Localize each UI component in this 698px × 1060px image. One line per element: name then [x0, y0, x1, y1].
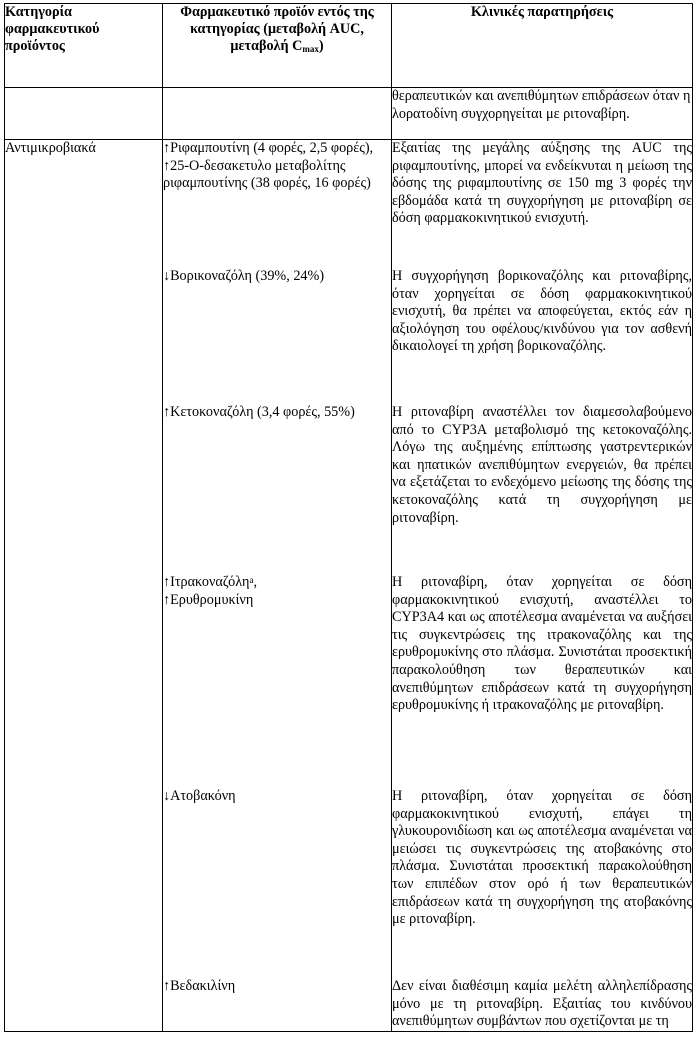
- header-drug-subscript: max: [302, 44, 319, 54]
- drug-item: [163, 978, 391, 996]
- clinical-note: Η συγχορήγηση βορικοναζόλης και ριτοναβίρης, όταν χορηγείται σε δόση φαρμακοκινητικού ενισχυτή, θα πρέπει να αποφεύγεται, εκτός εάν η αξιολόγηση του οφέλους/κινδύνου για τον ασθενή δικαιολογεί τη χρήση βορικοναζόλης.: [392, 268, 692, 355]
- continuation-note: θεραπευτικών και ανεπιθύμητων επιδράσεων όταν η λορατοδίνη συγχορηγείται με ριτοναβίρη.: [392, 88, 693, 140]
- header-row: [5, 4, 693, 88]
- drug-line: ↑Βεδακιλίνη: [163, 978, 236, 994]
- drug-column: [163, 140, 392, 1032]
- drug-line-tail: ,: [253, 574, 257, 590]
- header-notes: Κλινικές παρατηρήσεις: [392, 4, 693, 88]
- drug-item: [163, 140, 391, 268]
- clinical-note: Η ριτοναβίρη αναστέλλει τον διαμεσολαβούμενο από το CYP3A μεταβολισμό της κετοκοναζόλης. Λόγω της αυξημένης επίπτωσης γαστρεντερικών και ηπατικών ανεπιθύμητων ενεργειών, θα πρέπει να εξετάζεται το ενδεχόμενο μείωσης της δόσης της κετοκοναζόλης κατά τη συγχορήγηση με ριτοναβίρη.: [392, 404, 692, 526]
- drug-line: ↑25-Ο-δεσακετυλο μεταβολίτης ριφαμπουτίνης (38 φορές, 16 φορές): [163, 157, 371, 192]
- clinical-note: Η ριτοναβίρη, όταν χορηγείται σε δόση φαρμακοκινητικού ενισχυτή, αναστέλλει το CYP3A4 και ως αποτέλεσμα αναμένεται να αυξήσει τις συγκεντρώσεις της ιτρακοναζόλης και της ερυθρομυκίνης στο πλάσμα. Συνιστάται προσεκτική παρακολούθηση των θεραπευτικών και ανεπιθύμητων επιδράσεων κατά τη συγχορήγηση ερυθρομυκίνης ή ιτρακοναζόλης με ριτοναβίρη.: [392, 574, 692, 714]
- drug-item: [163, 574, 391, 788]
- drug-line: ↑Κετοκοναζόλη (3,4 φορές, 55%): [163, 404, 355, 420]
- drug-line: ↓Βορικοναζόλη (39%, 24%): [163, 268, 325, 284]
- header-drug-end: ): [318, 38, 324, 54]
- drug-line: ↑Ριφαμπουτίνη (4 φορές, 2,5 φορές),: [163, 140, 374, 156]
- drug-line-first: [163, 574, 391, 592]
- header-drug-text: Φαρμακευτικό προϊόν εντός της κατηγορίας (μεταβολή AUC, μεταβολή C: [180, 4, 374, 54]
- header-category: Κατηγορία φαρμακευτικού προϊόντος: [5, 4, 163, 88]
- header-drug: [163, 4, 392, 88]
- continuation-empty-1: [5, 88, 163, 140]
- clinical-note: Η ριτοναβίρη, όταν χορηγείται σε δόση φαρμακοκινητικού ενισχυτή, επάγει τη γλυκουρονιδίωση και ως αποτέλεσμα αναμένεται να μειώσει τις συγκεντρώσεις της ατοβακόνης στο πλάσμα. Συνιστάται προσεκτική παρακολούθηση των επιπέδων στον ορό ή των θεραπευτικών επιδράσεων κατά τη συγχορήγηση της ατοβακόνης με ριτοναβίρη.: [392, 788, 692, 928]
- footnote-marker: a: [249, 575, 254, 585]
- continuation-empty-2: [163, 88, 392, 140]
- continuation-row: [5, 88, 693, 140]
- interaction-table: [4, 3, 693, 1032]
- drug-item: [163, 404, 391, 574]
- drug-line: ↑Ιτρακοναζόλη: [163, 574, 250, 590]
- drug-item: [163, 788, 391, 978]
- category-cell: Αντιμικροβιακά: [5, 140, 163, 1032]
- antimicrobial-row: [5, 140, 693, 1032]
- drug-line: ↑Ερυθρομυκίνη: [163, 591, 254, 608]
- clinical-note: Δεν είναι διαθέσιμη καμία μελέτη αλληλεπίδρασης μόνο με τη ριτοναβίρη. Εξαιτίας του κινδύνου ανεπιθύμητων συμβάντων που σχετίζονται με τη: [392, 978, 692, 1030]
- drug-line: ↓Ατοβακόνη: [163, 788, 236, 804]
- notes-column: [392, 140, 693, 1032]
- clinical-note: Εξαιτίας της μεγάλης αύξησης της AUC της ριφαμπουτίνης, μπορεί να ενδείκνυται η μείωση της δόσης της ριφαμπουτίνης σε 150 mg 3 φορές την εβδομάδα κατά τη συγχορήγηση με ριτοναβίρη σε δόση φαρμακοκινητικού ενισχυτή.: [392, 140, 692, 227]
- drug-item: [163, 268, 391, 404]
